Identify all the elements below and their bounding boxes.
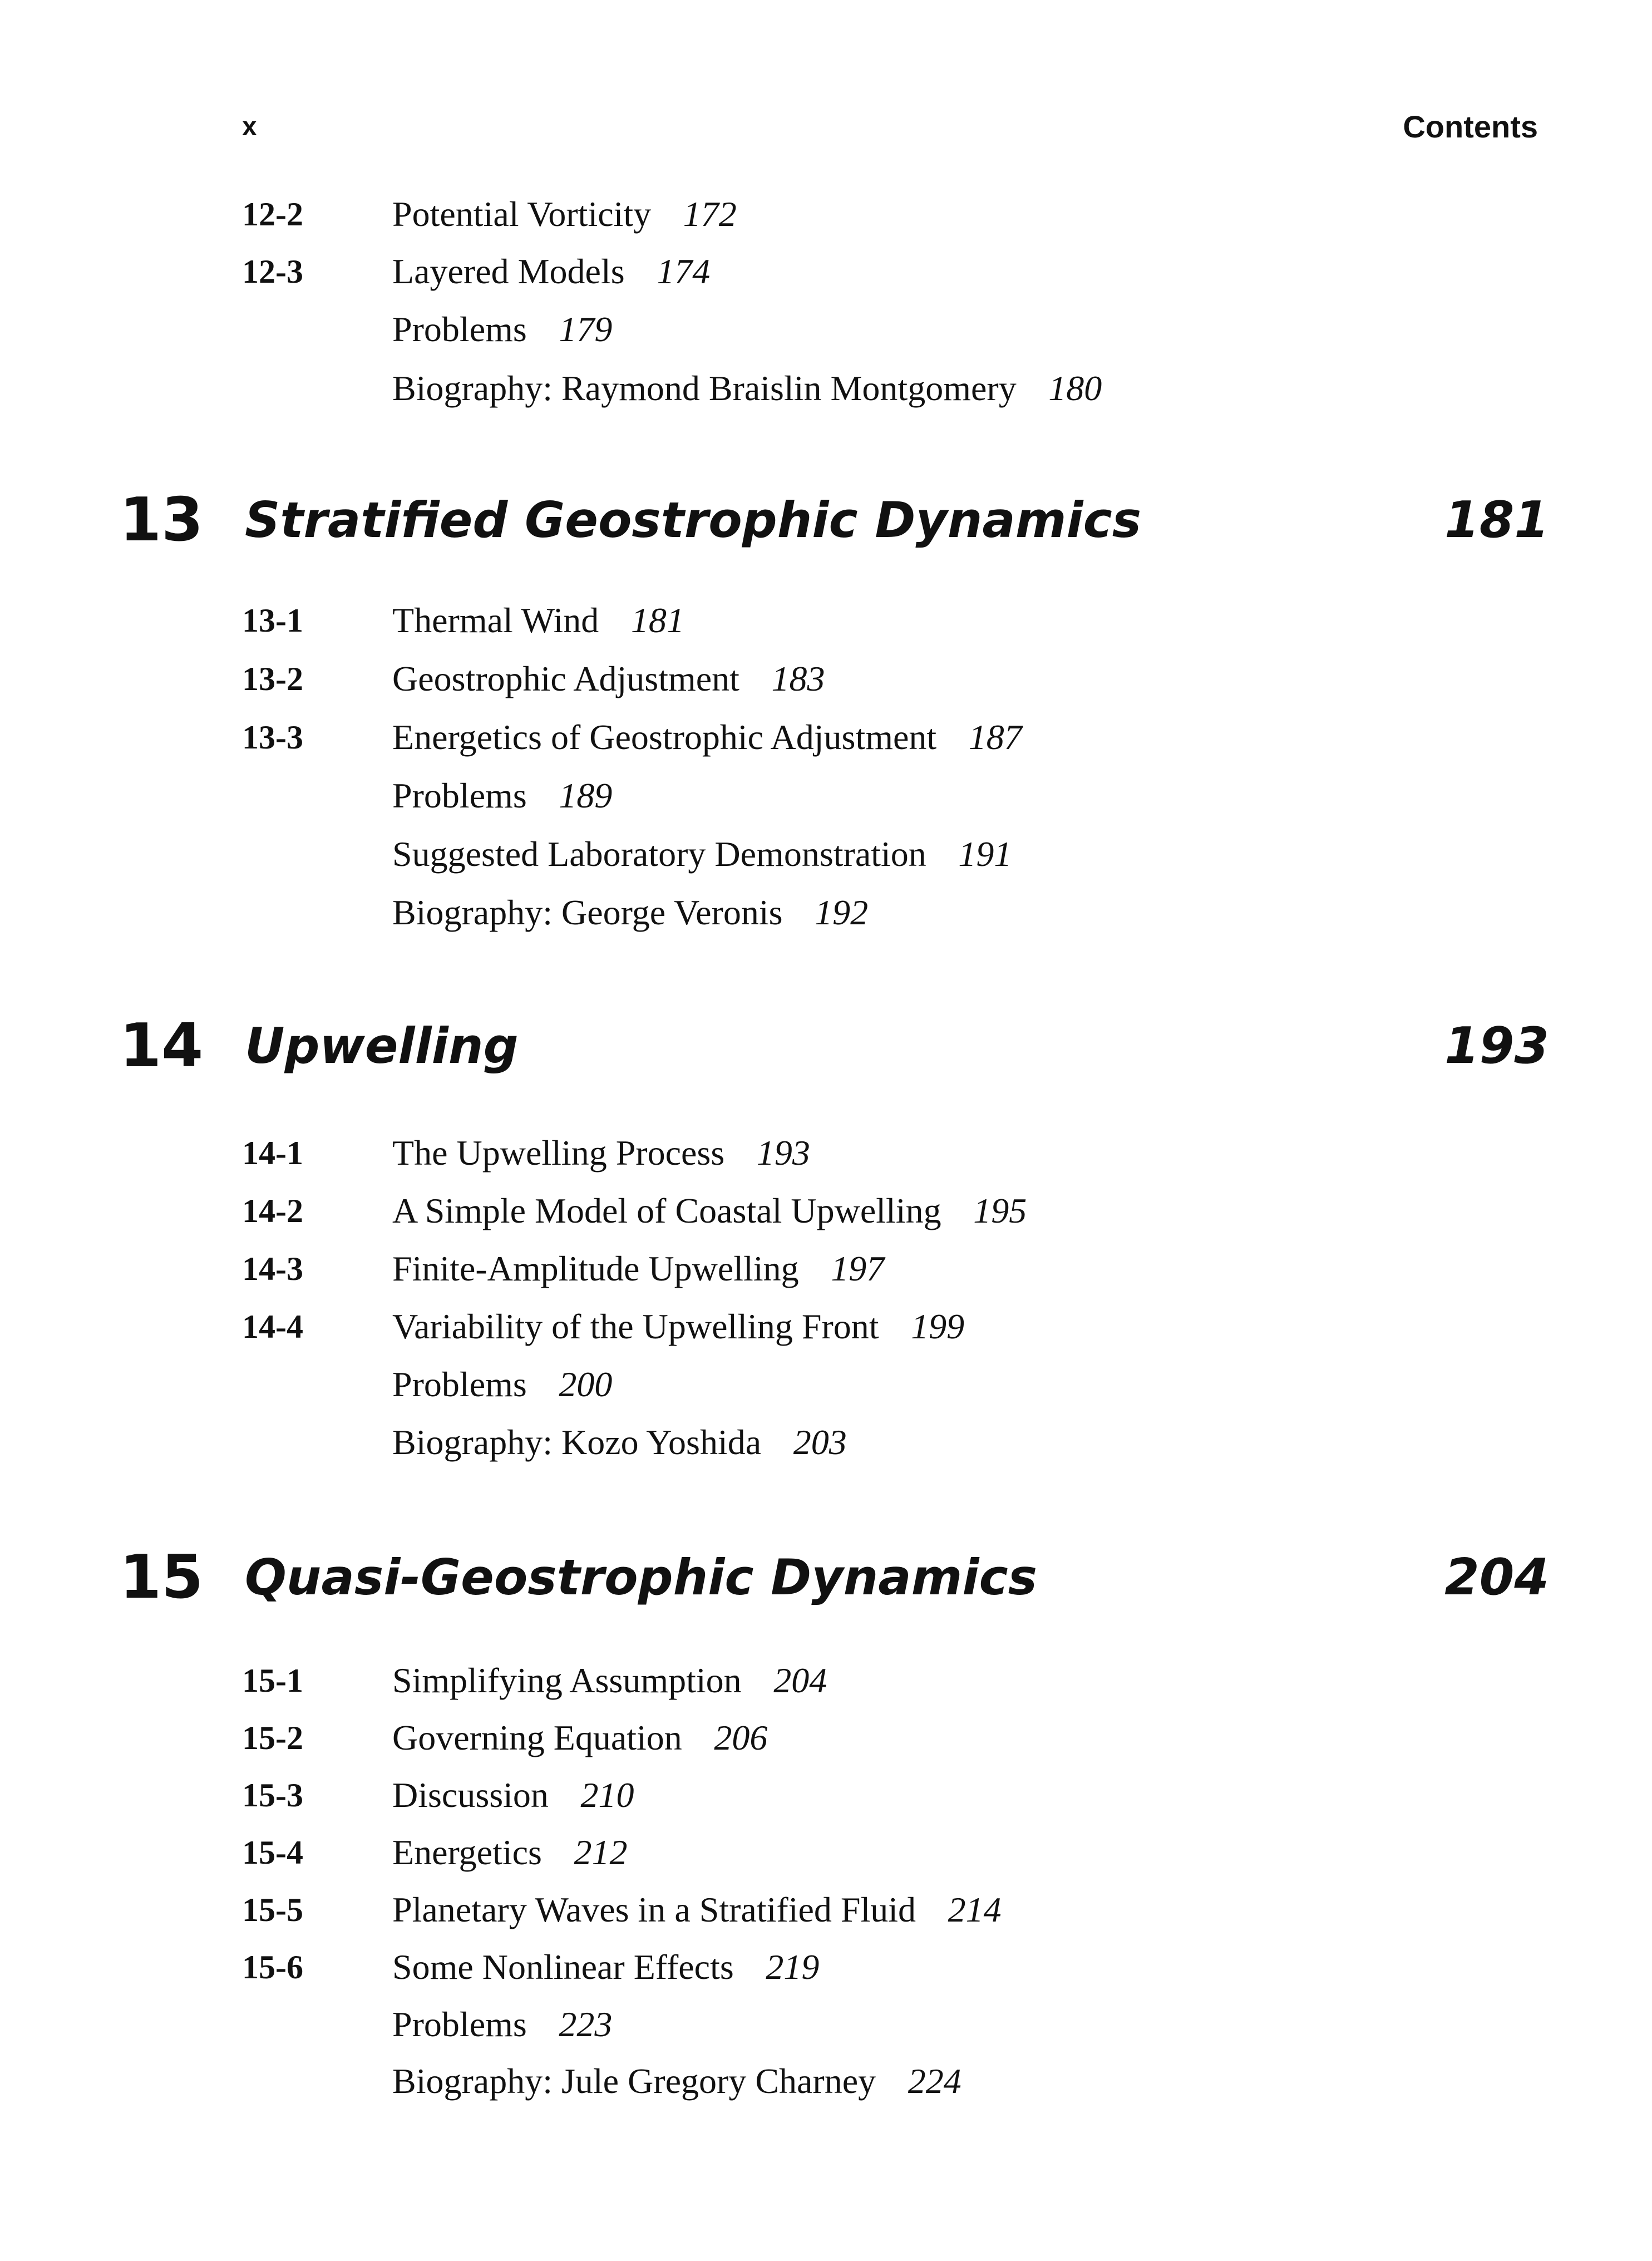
section-page: 224 bbox=[908, 2061, 961, 2101]
section-page: 197 bbox=[831, 1249, 885, 1288]
section-number: 15-3 bbox=[242, 1777, 303, 1814]
section-page: 183 bbox=[771, 659, 825, 698]
section-title: Simplifying Assumption 204 bbox=[392, 1661, 827, 1700]
section-page: 174 bbox=[657, 252, 711, 291]
section-page: 210 bbox=[580, 1775, 634, 1815]
section-number: 15-2 bbox=[242, 1720, 303, 1756]
chapter-title: Quasi-Geostrophic Dynamics bbox=[245, 1549, 1038, 1606]
section-title: Geostrophic Adjustment 183 bbox=[392, 659, 825, 698]
chapter-page: 204 bbox=[1444, 1548, 1549, 1607]
section-page: 189 bbox=[559, 776, 613, 815]
section-title: The Upwelling Process 193 bbox=[392, 1133, 810, 1173]
section-title: Biography: George Veronis 192 bbox=[392, 893, 869, 932]
section-page: 192 bbox=[815, 893, 869, 932]
chapter-page: 193 bbox=[1444, 1017, 1549, 1075]
section-title: Problems 223 bbox=[392, 2004, 613, 2044]
section-number: 15-4 bbox=[242, 1834, 303, 1871]
section-number: 13-2 bbox=[242, 661, 303, 697]
chapter-number: 15 bbox=[120, 1543, 204, 1612]
chapter-heading bbox=[0, 1010, 1652, 1082]
section-page: 172 bbox=[683, 194, 737, 234]
chapter-page: 181 bbox=[1444, 491, 1549, 549]
section-number: 14-1 bbox=[242, 1135, 303, 1171]
section-number: 12-2 bbox=[242, 196, 303, 233]
section-title: Governing Equation 206 bbox=[392, 1718, 768, 1757]
section-title: Biography: Kozo Yoshida 203 bbox=[392, 1422, 847, 1462]
section-title: Layered Models 174 bbox=[392, 252, 711, 291]
section-title: Variability of the Upwelling Front 199 bbox=[392, 1307, 965, 1346]
section-title: Some Nonlinear Effects 219 bbox=[392, 1947, 820, 1987]
section-title: Problems 189 bbox=[392, 776, 613, 815]
section-title: Energetics of Geostrophic Adjustment 187 bbox=[392, 717, 1022, 757]
section-page: 179 bbox=[559, 309, 613, 349]
section-page: 204 bbox=[773, 1661, 827, 1700]
section-page: 219 bbox=[766, 1947, 820, 1987]
section-page: 193 bbox=[756, 1133, 810, 1173]
section-page: 181 bbox=[630, 600, 684, 640]
section-title: Energetics 212 bbox=[392, 1833, 628, 1872]
section-page: 200 bbox=[559, 1365, 613, 1404]
section-page: 214 bbox=[948, 1890, 1002, 1929]
running-head: Contents bbox=[1403, 109, 1538, 144]
section-page: 206 bbox=[714, 1718, 768, 1757]
section-title: Problems 200 bbox=[392, 1365, 613, 1404]
section-number: 13-3 bbox=[242, 719, 303, 756]
section-number: 14-2 bbox=[242, 1193, 303, 1229]
section-title: Thermal Wind 181 bbox=[392, 600, 684, 640]
chapter-number: 14 bbox=[120, 1011, 204, 1081]
section-page: 195 bbox=[973, 1191, 1027, 1230]
section-number: 15-5 bbox=[242, 1891, 303, 1928]
section-title: A Simple Model of Coastal Upwelling 195 bbox=[392, 1191, 1027, 1230]
chapter-title: Upwelling bbox=[245, 1017, 519, 1075]
section-number: 15-6 bbox=[242, 1949, 303, 1986]
section-title: Biography: Raymond Braislin Montgomery 180 bbox=[392, 368, 1102, 408]
section-number: 15-1 bbox=[242, 1662, 303, 1699]
section-page: 191 bbox=[958, 834, 1012, 874]
section-number: 12-3 bbox=[242, 253, 303, 290]
chapter-heading bbox=[0, 484, 1652, 556]
section-page: 212 bbox=[574, 1833, 628, 1872]
section-number: 14-3 bbox=[242, 1250, 303, 1287]
section-title: Biography: Jule Gregory Charney 224 bbox=[392, 2061, 961, 2101]
page-number: x bbox=[242, 112, 257, 141]
section-title: Planetary Waves in a Stratified Fluid 214 bbox=[392, 1890, 1002, 1929]
section-page: 187 bbox=[968, 717, 1022, 757]
section-number: 13-1 bbox=[242, 602, 303, 639]
section-page: 199 bbox=[911, 1307, 965, 1346]
section-title: Finite-Amplitude Upwelling 197 bbox=[392, 1249, 885, 1288]
chapter-heading bbox=[0, 1541, 1652, 1614]
section-title: Potential Vorticity 172 bbox=[392, 194, 737, 234]
section-title: Discussion 210 bbox=[392, 1775, 634, 1815]
section-page: 180 bbox=[1048, 368, 1102, 408]
chapter-number: 13 bbox=[120, 485, 204, 555]
section-title: Problems 179 bbox=[392, 309, 613, 349]
section-page: 223 bbox=[559, 2004, 613, 2044]
chapter-title: Stratified Geostrophic Dynamics bbox=[245, 491, 1142, 549]
section-number: 14-4 bbox=[242, 1308, 303, 1345]
section-page: 203 bbox=[793, 1422, 847, 1462]
section-title: Suggested Laboratory Demonstration 191 bbox=[392, 834, 1012, 874]
